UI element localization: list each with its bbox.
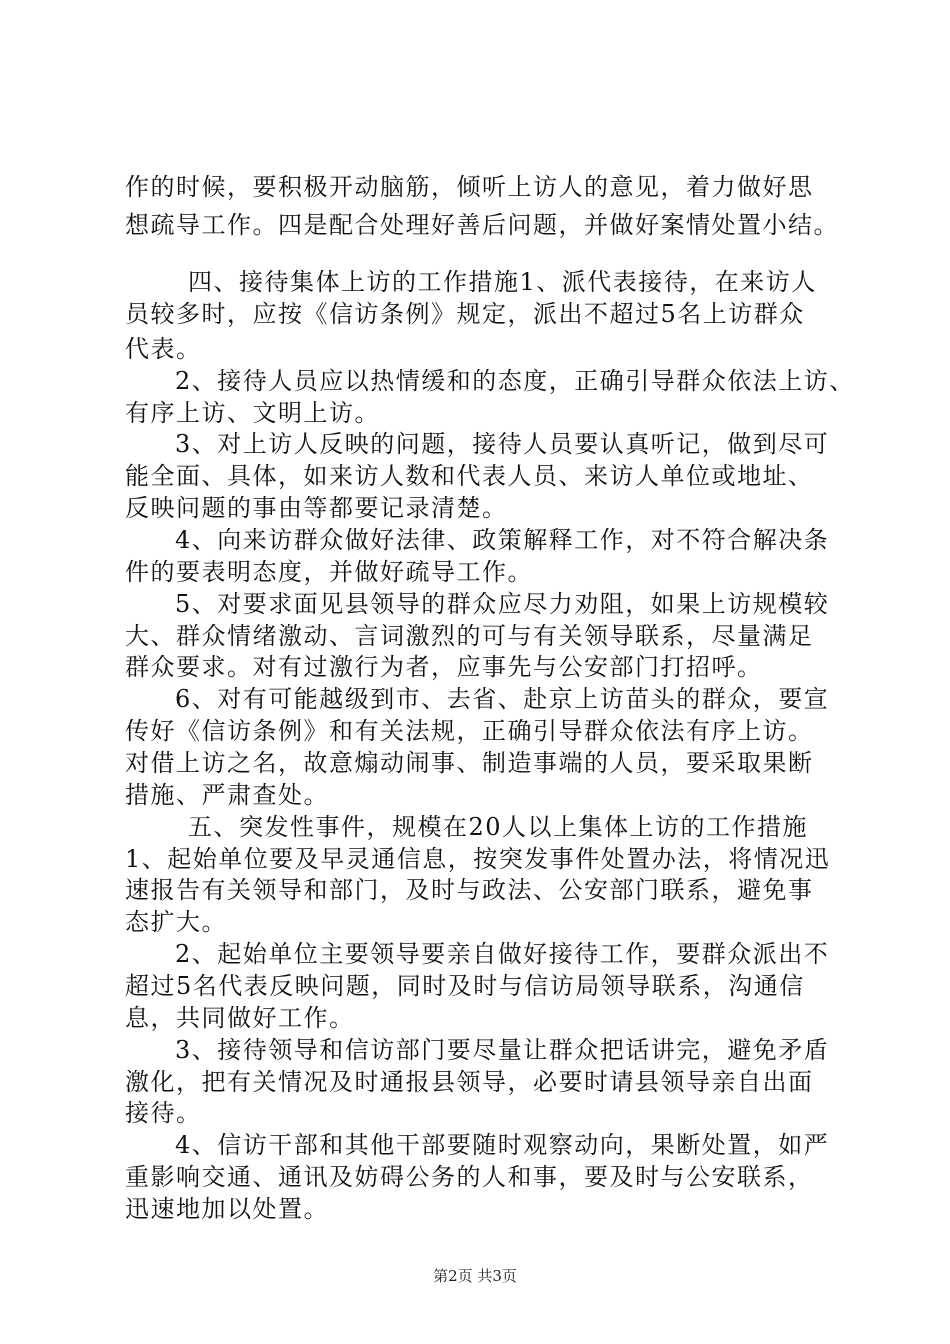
text-line: 件的要表明态度，并做好疏导工作。 (125, 558, 533, 586)
text-line: 重影响交通、通讯及妨碍公务的人和事，要及时与公安联系， (125, 1163, 814, 1191)
text-line: 能全面、具体，如来访人数和代表人员、来访人单位或地址、 (125, 462, 814, 490)
text-line: 反映问题的事由等都要记录清楚。 (125, 494, 508, 522)
text-line: 传好《信访条例》和有关法规，正确引导群众依法有序上访。 (125, 717, 814, 745)
text-line: 大、群众情绪激动、言词激烈的可与有关领导联系，尽量满足 (125, 622, 814, 650)
text-line: 代表。 (125, 335, 202, 363)
section-heading-line: 五、突发性事件，规模在20人以上集体上访的工作措施 (188, 813, 809, 841)
text-line: 激化，把有关情况及时通报县领导，必要时请县领导亲自出面 (125, 1068, 814, 1096)
paragraph-first-line: 4、向来访群众做好法律、政策解释工作，对不符合解决条 (175, 526, 830, 554)
text-line: 接待。 (125, 1099, 202, 1127)
paragraph-first-line: 2、接待人员应以热情缓和的态度，正确引导群众依法上访、 (175, 367, 855, 395)
text-line: 态扩大。 (125, 908, 227, 936)
text-line: 作的时候，要积极开动脑筋，倾听上访人的意见，着力做好思 (125, 173, 814, 201)
paragraph-first-line: 3、对上访人反映的问题，接待人员要认真听记，做到尽可 (175, 430, 830, 458)
page-number-footer: 第2页 共3页 (433, 1267, 517, 1285)
text-line: 1、起始单位要及早灵通信息，按突发事件处置办法，将情况迅 (125, 845, 831, 873)
section-heading-line: 四、接待集体上访的工作措施1、派代表接待，在来访人 (188, 268, 817, 296)
text-line: 迅速地加以处置。 (125, 1195, 329, 1223)
text-line: 想疏导工作。四是配合处理好善后问题，并做好案情处置小结。 (125, 211, 839, 239)
paragraph-first-line: 6、对有可能越级到市、去省、赴京上访苗头的群众，要宣 (175, 685, 830, 713)
paragraph-first-line: 2、起始单位主要领导要亲自做好接待工作，要群众派出不 (175, 940, 830, 968)
paragraph-first-line: 4、信访干部和其他干部要随时观察动向，果断处置，如严 (175, 1131, 830, 1159)
text-line: 超过5名代表反映问题，同时及时与信访局领导联系，沟通信 (125, 972, 805, 1000)
paragraph-first-line: 5、对要求面见县领导的群众应尽力劝阻，如果上访规模较 (175, 590, 830, 618)
text-line: 措施、严肃查处。 (125, 781, 329, 809)
text-line: 群众要求。对有过激行为者，应事先与公安部门打招呼。 (125, 653, 763, 681)
text-line: 员较多时，应按《信访条例》规定，派出不超过5名上访群众 (125, 300, 805, 328)
text-line: 速报告有关领导和部门，及时与政法、公安部门联系，避免事 (125, 876, 814, 904)
paragraph-first-line: 3、接待领导和信访部门要尽量让群众把话讲完，避免矛盾 (175, 1036, 830, 1064)
text-line: 有序上访、文明上访。 (125, 399, 380, 427)
text-line: 对借上访之名，故意煽动闹事、制造事端的人员，要采取果断 (125, 749, 814, 777)
text-line: 息，共同做好工作。 (125, 1004, 355, 1032)
